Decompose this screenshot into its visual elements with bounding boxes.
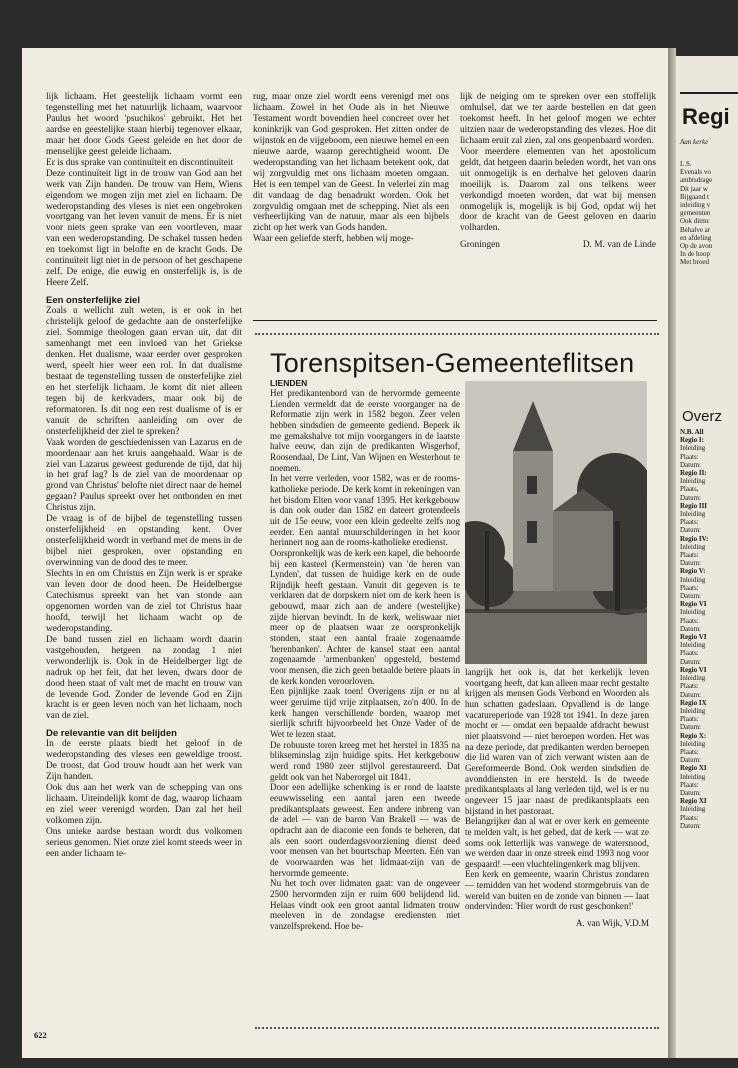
- next-page-line: Regio VI: [680, 633, 707, 642]
- church-photo: [465, 381, 647, 664]
- signature-line: [460, 240, 656, 251]
- next-page-overview: Overz: [682, 408, 723, 425]
- next-page-line: gemeenten: [680, 209, 711, 218]
- next-page-line: Plaats:: [680, 583, 699, 592]
- paragraph: langrijk het ook is, dat het kerkelijk leven voortgang heeft, dat kan alleen maar recht gestalte krijgen als mensen Gods Verbond en Woorden als hun schatten gadeslaan. Opvallend is de lange vacatureperiode van 1928 tot 1941. In deze jaren mocht er — omdat een bepaalde afdracht bewust niet plaatsvond — niet beroepen worden. Het was na deze periode, dat predikanten werden beroepen die lid waren van of zich verwant wisten aan de Gereformeerde Bond. Ook werden sindsdien de avonddiensten in ere hersteld. Is de tweede predikantsplaats al lang verleden tijd, wel is er nu ongeveer 15 jaar naast de predikantsplaats een bijstand in het pastoraat.: [465, 667, 649, 816]
- next-page-line: Inleiding: [680, 477, 706, 486]
- next-page-line: Regio XI: [680, 764, 707, 773]
- next-page-line: Inleiding: [680, 608, 706, 617]
- paragraph: Oorspronkelijk was de kerk een kapel, die behoorde bij een kasteel (Kermenstein) van 'de heren van Lynden', dat tussen de huidige kerk en de oude Rijndijk heeft gestaan. Vanuit dit gegeven is te verklaren dat de dorpskern niet om de kerk heen is gebouwd, maar zich aan de andere (westelijke) zijde hiervan bevindt. In de kerk, weliswaar niet meer op de plaatsen waar ze oorspronkelijk stonden, staat een aantal fraaie zogenaamde 'herenbanken'. Achter de kansel staat een aantal zogenaamde 'armenbanken' opgesteld, bestemd voor mensen, die zich geen betaalde betere plaats in de kerk konden veroorloven.: [270, 547, 460, 686]
- next-page-line: Plaats:: [680, 780, 699, 789]
- next-page-line: Inleiding: [680, 772, 706, 781]
- next-page-line: Inleiding: [680, 674, 706, 683]
- paragraph: rug, maar onze ziel wordt eens verenigd met ons lichaam. Zowel in het Oude als in het Nieuwe Testament wordt bovendien heel concreet over het koninkrijk van God gesproken. Het zitten onder de wijnstok en de vijgeboom, een nieuwe hemel en een nieuwe aarde, waarop gerechtigheid woont. De wederopstanding van het lichaam betekent ook, dat wij zorgvuldig met ons lichaam moeten omgaan. Het is een tempel van de Geest. In velerlei zin mag dit vandaag de dag benadrukt worden. Ook het zorgvuldig omgaan met de schepping. Niet als een verheerlijking van de natuur, maar als een bijbels zicht op het werk van Gods handen.: [253, 92, 449, 234]
- article-column-1: [46, 92, 242, 860]
- next-page-rule: [680, 92, 738, 94]
- paragraph: Vaak worden de geschiedenissen van Lazarus en de moordenaar aan het kruis aangehaald. Waar is de ziel van Lazarus geweest gedurende de tijd, dat hij in het graf lag? Is de ziel van de moordenaar op grond van Christus' belofte niet direct naar de hemel gegaan? Paulus spreekt over het ontbonden en met Christus zijn.: [46, 437, 242, 514]
- next-page-line: Plaats:: [680, 616, 699, 625]
- paragraph: Ook dus aan het werk van de schepping van ons lichaam. Uiteindelijk komt de dag, waarop lichaam en ziel weer verenigd worden. Dan zal het heil volkomen zijn.: [46, 783, 242, 827]
- next-page-line: Datum:: [680, 756, 701, 765]
- box-place-heading: LIENDEN: [270, 378, 308, 388]
- next-page-line: Inleiding: [680, 706, 706, 715]
- paragraph: Waar een geliefde sterft, hebben wij moge-: [253, 234, 414, 245]
- next-page-line: Inleiding: [680, 805, 706, 814]
- paragraph: Er is dus sprake van continuïteit en discontinuïteit: [46, 157, 234, 168]
- next-page-line: Regio IV:: [680, 534, 709, 543]
- next-page-line: Inleiding: [680, 641, 706, 650]
- paragraph: Belangrijker dan al wat er over kerk en gemeente te melden valt, is het gebed, dat de kerk — wat ze soms ook letterlijk was vanwege de watersnood, we werden daar in onze streek eind 1993 nog voor gespaard! —een vluchtelingenkerk mag blijven.: [465, 816, 649, 869]
- paragraph: Ons unieke aardse bestaan wordt dus volkomen serieus genomen. Niet onze ziel komt steeds weer in een ander lichaam te-: [46, 827, 242, 859]
- next-page-line: Inleiding: [680, 444, 706, 453]
- section-heading: Een onsterfelijke ziel: [46, 295, 140, 307]
- next-page-line: Inleiding: [680, 739, 706, 748]
- next-page-line: Regio XI: [680, 797, 707, 806]
- next-page: [676, 56, 738, 1058]
- next-page-line: ambtsdrage: [680, 176, 713, 185]
- next-page-line: Dit jaar w: [680, 184, 708, 193]
- next-page-line: Datum:: [680, 526, 701, 535]
- next-page-line: Plaats:: [680, 551, 699, 560]
- next-page-line: Plaats:: [680, 747, 699, 756]
- next-page-line: Regio VI: [680, 600, 707, 609]
- next-page-line: Plaats,: [680, 485, 699, 494]
- article-column-2: [253, 92, 449, 245]
- paragraph: Zoals u wellicht zult weten, is er ook in het christelijk geloof de gedachte aan de onsterfelijke ziel. Sommige theologen gaan ervan uit, dat dit samenhangt met een invloed van het Griekse denken. Het dualisme, waar eerder over gesproken werd, speelt hier weer een rol. In dat dualisme bestaat de tegenstelling tussen de onsterfelijke ziel en het sterfelijk lichaam. Je komt dit niet alleen tegen bij de kerkvaders, maar ook bij de reformatoren. Is dit nog een rest dualisme of is er vanuit de schriften aanleiding om over de onsterfelijkheid der ziel te spreken?: [46, 306, 242, 437]
- next-page-line: Regio III: [680, 501, 708, 510]
- paragraph: Deze continuïteit ligt in de trouw van God aan het werk van Zijn handen. De trouw van Hem, Wiens eigendom we mogen zijn met ziel en lichaam. De wederopstanding des vleses is niet een ongebroken voortgang van het leven vanuit de mens. Er is niet voor niets geen sprake van een voortleven, maar van een wederopstanding. De schakel tussen heden en toekomst ligt in belofte en de kracht Gods. De continuïteit ligt niet in de persoon of het geschapene zelf. De enige, die euwig en onsterfelijk is, is de Heere Zelf.: [46, 168, 242, 289]
- next-page-line: Regio II:: [680, 469, 707, 478]
- book-spine: [668, 48, 676, 1058]
- section-heading: De relevantie van dit belijden: [46, 728, 177, 740]
- paragraph: De band tussen ziel en lichaam wordt daarin vastgehouden, hetgeen na zondag 1 niet verwonderlijk is. Ook in de Heidelberger ligt de nadruk op het feit, dat het leven, dwars door de dood heen staat of valt met de macht en trouw van de levende God. Zonder de levende God en Zijn kracht is er geen leven noch van het lichaam, noch van de ziel.: [46, 634, 242, 722]
- next-page-line: Inleiding: [680, 575, 706, 584]
- signature-place: Groningen: [460, 240, 500, 251]
- next-page-line: L.S.: [680, 160, 692, 168]
- paragraph: Nu het toch over lidmaten gaat: van de ongeveer 2500 hervormden zijn er ruim 600 belijdend lid. Helaas vindt ook een groot aantal lidmaten trouw meeleven in de zondagse erediensten niet vanzelfsprekend. Hoe be-: [270, 878, 460, 931]
- next-page-line: Regio IX: [680, 698, 707, 707]
- next-page-line: N.B. All: [680, 428, 704, 436]
- page-number: 622: [34, 1030, 47, 1040]
- paragraph: Een kerk en gemeente, waarin Christus zondaren — temidden van het wodend stormgebruis van de wereld van buiten en de zonde van binnen — laat ondervinden: 'Hier wordt de rust geschonken!': [465, 869, 649, 912]
- paragraph: Slechts in en om Christus en Zijn werk is er sprake van leven door de dood heen. De Heidelbergse Catechismus spreekt van het van stonde aan opgenomen worden van de ziel tot Christus haar hoofd, terwijl het lichaam wacht op de wederopstanding.: [46, 569, 242, 634]
- next-page-line: Inleiding: [680, 542, 706, 551]
- next-page-line: Datum:: [680, 657, 701, 666]
- next-page-line: Plaats:: [680, 813, 699, 822]
- next-page-line: In de hoop: [680, 250, 710, 259]
- next-page-header: Regi: [682, 104, 730, 129]
- next-page-line: Datum:: [680, 821, 701, 830]
- box-column-left: [270, 388, 460, 931]
- paragraph: lijk de neiging om te spreken over een stoffelijk omhulsel, dat we ter aarde bestellen en dat geen toekomst heeft. In het geloof mogen we echter uitzien naar de wederopstanding des vlezes. Hoe dit lichaam eruit zal zien, zal ons geopenbaard worden.: [460, 92, 656, 146]
- next-page-line: Met broed: [680, 258, 709, 267]
- next-page-line: Op de avon: [680, 242, 713, 251]
- article-column-3: [460, 92, 656, 251]
- next-page-line: Datum:: [680, 460, 701, 469]
- next-page-subtitle: Aan kerke: [680, 138, 709, 146]
- next-page-line: Plaats:: [680, 518, 699, 527]
- paragraph: Door een adellijke schenking is er rond de laatste eeuwwisseling een aantal jaren een tweede predikantsplaats geweest. Een andere inbreng van de adel — van de baron Van Brakell — was de opdracht aan de diaconie een fonds te beheren, dat als een soort ouderdagsvoorziening dienst deed voor mensen van het buurtschap Meerten. Eén van de voorwaarden was het lidmaat-zijn van de hervormde gemeente.: [270, 782, 460, 878]
- box-title: Torenspitsen-Gemeenteflitsen: [270, 348, 635, 378]
- paragraph: lijk lichaam. Het geestelijk lichaam vormt een tegenstelling met het natuurlijk lichaam, waarvoor Paulus het woord 'psuchikos' gebruikt. Het het aardse en geestelijke staan hierbij tegenover elkaar, maar het door Gods Geest geleide en het door de menselijke geest geleide lichaam.: [46, 92, 242, 157]
- next-page-line: Regio I:: [680, 436, 704, 445]
- next-page-line: Behalve ar: [680, 225, 711, 234]
- next-page-line: Evenals vo: [680, 168, 711, 177]
- next-page-line: en afdeling: [680, 233, 712, 242]
- next-page-line: Plaats:: [680, 682, 699, 691]
- next-page-line: Datum:: [680, 493, 701, 502]
- paragraph: In het verre verleden, voor 1582, was er de rooms-katholieke periode. De kerk komt in rekeningen van het bisdom Elten voor vanaf 1395. Het kerkgebouw is dan ook ouder dan 1582 en dateert grotendeels uit de 15e eeuw, voor een klein gedeelte zelfs nog eerder. Een aantal muurschilderingen in het koor herinnert nog aan de rooms-katholieke eredienst.: [270, 473, 460, 548]
- paragraph: Voor meerdere elementen van het apostolicum geldt, dat hetgeen daarin beleden wordt, het van ons uit onmogelijk is en derhalve het geloven daarin moeilijk is. Daarom zal ons telkens weer verkondigd moeten worden, dat wat bij mensen onmogelijk is, mogelijk is bij God, opdat wij het door de kracht van de Geest geloven en daarin volharden.: [460, 146, 656, 234]
- next-page-lines-top: [680, 160, 712, 267]
- next-page-line: Bijgaand t: [680, 192, 709, 201]
- next-page-line: Datum:: [680, 690, 701, 699]
- paragraph: De vraag is of de bijbel de tegenstelling tussen onsterfelijkheid en opstanding kent. Over onsterfelijkheid wordt in verband met de mens in de bijbel niet gesproken, over opstanding en overwinning van de dood des te meer.: [46, 514, 242, 569]
- next-page-line: Datum:: [680, 592, 701, 601]
- box-author: A. van Wijk, V.D.M: [575, 918, 649, 929]
- next-page-line: Plaats:: [680, 452, 699, 461]
- paragraph: In de eerste plaats biedt het geloof in de wederopstanding des vleses een geweldige troost. De troost, dat God trouw houdt aan het werk van Zijn handen.: [46, 739, 242, 783]
- next-page-line: Regio V:: [680, 567, 706, 576]
- next-page-line: Plaats:: [680, 715, 699, 724]
- next-page-line: Datum:: [680, 723, 701, 732]
- next-page-line: Ook ditmc: [680, 217, 710, 226]
- paragraph: Het predikantenbord van de hervormde gemeente Lienden vermeldt dat de eerste voorganger na de Reformatie zijn werk in 1582 begon. Zeer velen hebben sindsdien de gemeente gediend. Beperk ik me gemakshalve tot mijn voorgangers in de laatste halve eeuw, dan zijn de predikanten Wisgerhof, Roosendaal, De Lint, Van Wijnen en Westerhout te noemen.: [270, 388, 460, 473]
- next-page-line: Regio X:: [680, 731, 707, 740]
- signature-author: D. M. van de Linde: [582, 240, 656, 251]
- next-page-line: Regio VI: [680, 665, 707, 674]
- section-divider: [253, 320, 657, 321]
- box-column-right: [465, 667, 649, 929]
- next-page-line: Datum:: [680, 559, 701, 568]
- next-page-line: Datum:: [680, 788, 701, 797]
- next-page-line: Inleiding: [680, 510, 706, 519]
- paragraph: De robuuste toren kreeg met het herstel in 1835 na blikseminslag zijn huidige spits. Het kerkgebouw werd rond 1980 zeer stijlvol gerestaureerd. Dat geldt ook van het Naberorgel uit 1841.: [270, 739, 460, 782]
- next-page-line: Plaats:: [680, 649, 699, 658]
- next-page-lines-bottom: [680, 428, 708, 830]
- next-page-line: inleiding v: [680, 201, 711, 210]
- next-page-line: Datum:: [680, 624, 701, 633]
- paragraph: Een pijnlijke zaak toen! Overigens zijn er nu al weer geruime tijd vrije zitplaatsen, zo'n 400. In de kerk hangen verschillende borden, waarop met sierlijk schrift hijvoorbeeld het Onze Vader of de Wet te lezen staat.: [270, 686, 460, 739]
